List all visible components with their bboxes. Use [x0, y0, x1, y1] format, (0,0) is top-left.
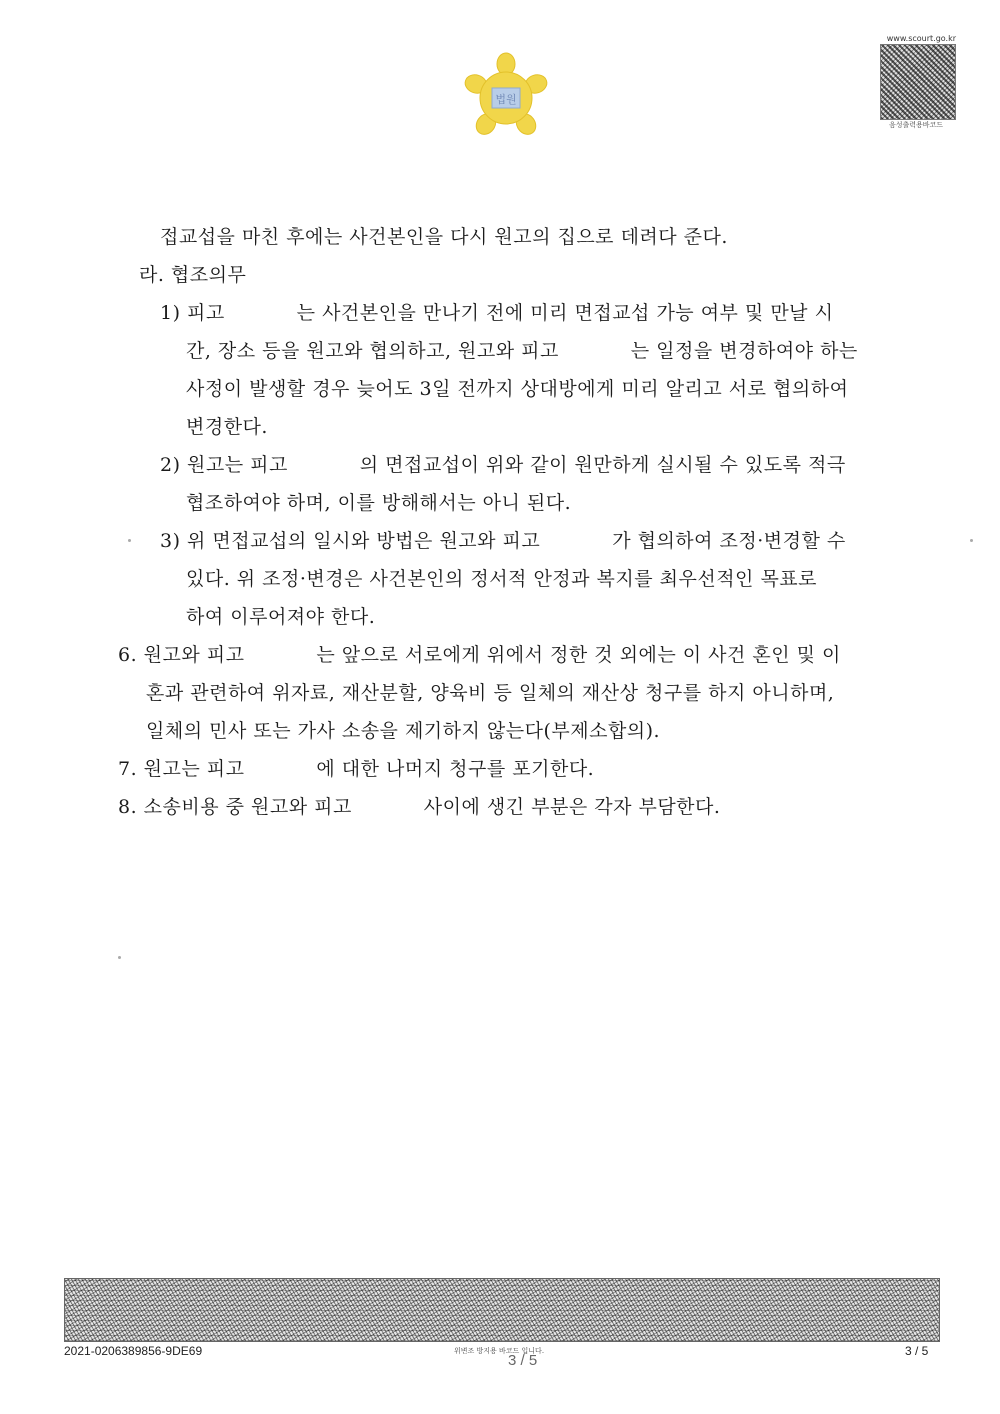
scan-mark: [970, 539, 973, 542]
anti-forgery-barcode: [64, 1278, 940, 1342]
body-line: 2) 원고는 피고 의 면접교섭이 위와 같이 원만하게 실시될 수 있도록 적극: [160, 454, 846, 476]
scan-mark: [118, 956, 121, 959]
body-line: 사정이 발생할 경우 늦어도 3일 전까지 상대방에게 미리 알리고 서로 협의하여: [186, 378, 849, 400]
court-seal: [462, 52, 550, 140]
body-line: 혼과 관련하여 위자료, 재산분할, 양육비 등 일체의 재산상 청구를 하지 아니하며,: [146, 682, 835, 704]
body-line: 3) 위 면접교섭의 일시와 방법은 원고와 피고 가 협의하여 조정·변경할 수: [160, 530, 846, 552]
document-id: 2021-0206389856-9DE69: [64, 1344, 203, 1358]
body-line: 변경한다.: [186, 416, 268, 438]
body-line: 7. 원고는 피고 에 대한 나머지 청구를 포기한다.: [118, 758, 595, 780]
page-number-center: 3 / 5: [508, 1352, 538, 1369]
body-line: 하여 이루어져야 한다.: [186, 606, 376, 628]
page-number: 3 / 5: [905, 1344, 929, 1358]
voice-output-barcode: [876, 34, 956, 132]
section-heading: 라. 협조의무: [139, 264, 247, 286]
anti-forgery-notice: 위변조 방지용 바코드 입니다.: [454, 1347, 545, 1355]
scan-mark: [128, 539, 131, 542]
body-line: 일체의 민사 또는 가사 소송을 제기하지 않는다(부제소합의).: [146, 720, 661, 742]
barcode-caption: 음성출력용바코드: [888, 121, 944, 129]
body-line: 8. 소송비용 중 원고와 피고 사이에 생긴 부분은 각자 부담한다.: [118, 796, 721, 818]
court-seal-label: 법원: [495, 93, 517, 106]
court-seal-icon: [462, 52, 550, 140]
body-line: 간, 장소 등을 원고와 협의하고, 원고와 피고 는 일정을 변경하여야 하는: [186, 340, 858, 362]
court-url: www.scourt.go.kr: [886, 34, 956, 43]
body-line: 1) 피고 는 사건본인을 만나기 전에 미리 면접교섭 가능 여부 및 만날 시: [160, 302, 834, 324]
body-line: 접교섭을 마친 후에는 사건본인을 다시 원고의 집으로 데려다 준다.: [160, 226, 728, 248]
barcode-icon: [880, 44, 956, 120]
body-line: 6. 원고와 피고 는 앞으로 서로에게 위에서 정한 것 외에는 이 사건 혼인 및 이: [118, 644, 841, 666]
body-line: 있다. 위 조정·변경은 사건본인의 정서적 안정과 복지를 최우선적인 목표로: [186, 568, 818, 590]
body-line: 협조하여야 하며, 이를 방해해서는 아니 된다.: [186, 492, 572, 514]
